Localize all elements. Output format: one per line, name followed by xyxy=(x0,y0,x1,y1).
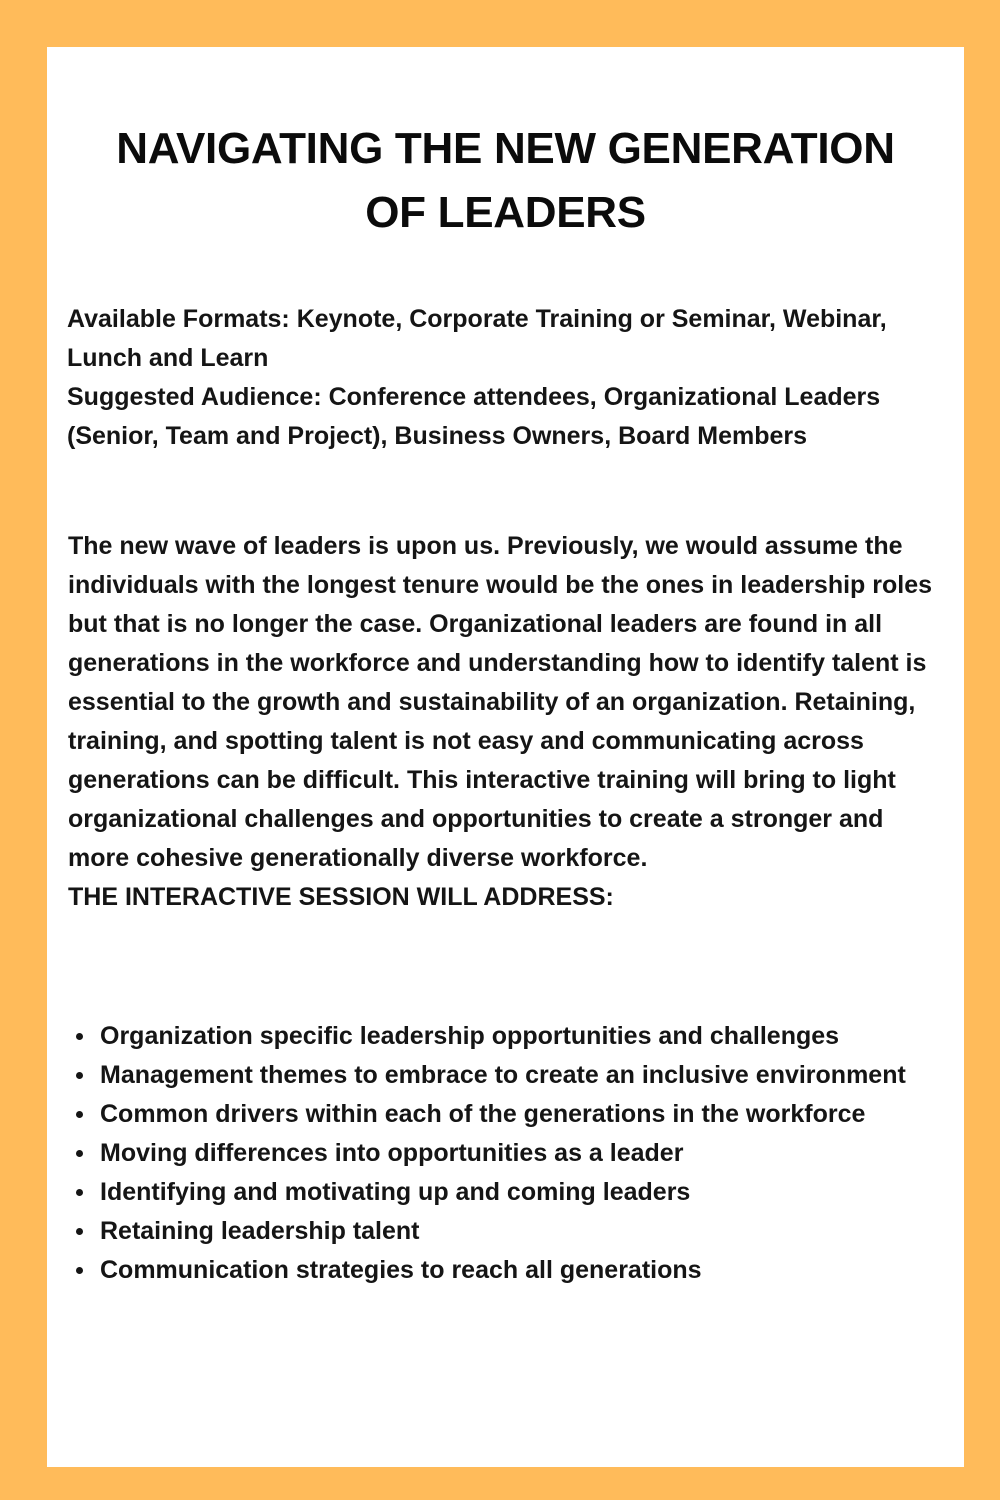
list-item: Management themes to embrace to create an inclusive environment xyxy=(68,1056,928,1095)
session-description xyxy=(68,527,938,917)
title-line-2: OF LEADERS xyxy=(365,188,646,237)
list-item: Common drivers within each of the generations in the workforce xyxy=(68,1095,928,1134)
suggested-audience: Suggested Audience: Conference attendees, Organizational Leaders (Senior, Team and Project), Business Owners, Board Members xyxy=(67,383,881,450)
list-item: Organization specific leadership opportunities and challenges xyxy=(68,1017,928,1056)
topic-list xyxy=(68,1017,928,1290)
flyer-card xyxy=(47,47,964,1467)
list-item: Identifying and motivating up and coming leaders xyxy=(68,1173,928,1212)
list-item: Communication strategies to reach all generations xyxy=(68,1251,928,1290)
list-item: Moving differences into opportunities as a leader xyxy=(68,1134,928,1173)
available-formats: Available Formats: Keynote, Corporate Training or Seminar, Webinar, Lunch and Learn xyxy=(67,305,887,372)
title-line-1: NAVIGATING THE NEW GENERATION xyxy=(116,124,895,173)
list-item: Retaining leadership talent xyxy=(68,1212,928,1251)
page-title xyxy=(47,117,964,245)
session-meta xyxy=(67,300,927,456)
description-paragraph: The new wave of leaders is upon us. Previously, we would assume the individuals with the longest tenure would be the ones in leadership roles but that is no longer the case. Organizational leaders are found in all generations in the workforce and understanding how to identify talent is essential to the growth and sustainability of an organization. Retaining, training, and spotting talent is not easy and communicating across generations can be difficult. This interactive training will bring to light organizational challenges and opportunities to create a stronger and more cohesive generationally diverse workforce. xyxy=(68,532,933,872)
session-heading: THE INTERACTIVE SESSION WILL ADDRESS: xyxy=(68,883,614,911)
